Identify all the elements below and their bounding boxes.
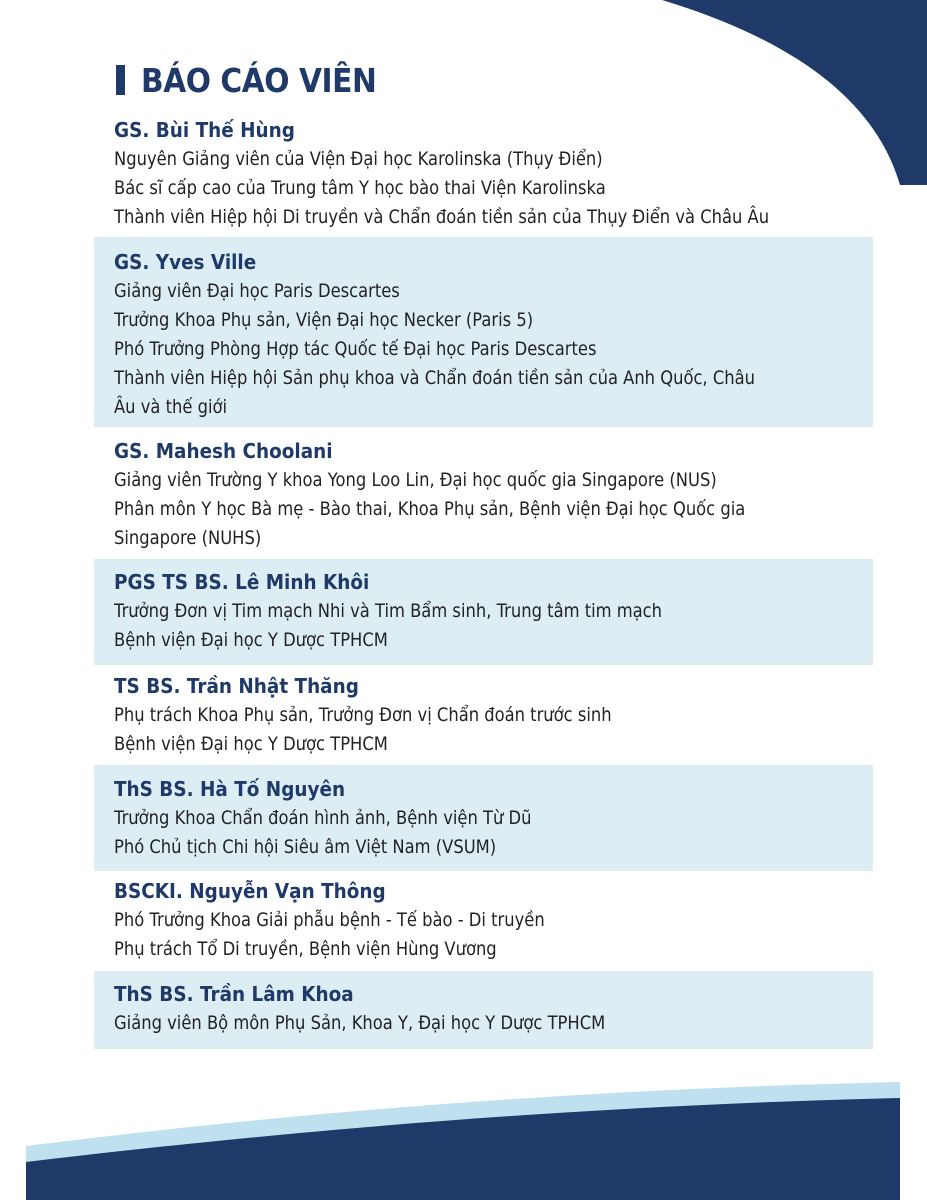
speaker-role: Nguyên Giảng viên của Viện Đại học Karolinska (Thụy Điển) [114,148,603,170]
speaker-block [94,877,873,969]
speaker-role: Thành viên Hiệp hội Di truyền và Chẩn đoán tiền sản của Thụy Điển và Châu Âu [114,206,770,228]
speaker-block [94,971,873,1049]
speaker-block [94,116,873,236]
speaker-role: Phó Trưởng Khoa Giải phẫu bệnh - Tế bào - Di truyền [114,909,545,931]
speaker-role: Giảng viên Trường Y khoa Yong Loo Lin, Đại học quốc gia Singapore (NUS) [114,469,717,491]
speaker-role: Phụ trách Khoa Phụ sản, Trưởng Đơn vị Chẩn đoán trước sinh [114,704,612,726]
speaker-block [94,559,873,665]
speaker-name: GS. Yves Ville [114,250,257,274]
speaker-block [94,765,873,871]
speaker-role: Phó Chủ tịch Chi hội Siêu âm Việt Nam (VSUM) [114,836,497,858]
heading-title: BÁO CÁO VIÊN [141,60,377,100]
speaker-role: Trưởng Khoa Chẩn đoán hình ảnh, Bệnh viện Từ Dũ [114,807,532,829]
speaker-name: GS. Mahesh Choolani [114,439,333,463]
heading-accent-bar [116,65,125,95]
speaker-role: Giảng viên Đại học Paris Descartes [114,280,400,302]
speaker-role: Thành viên Hiệp hội Sản phụ khoa và Chẩn đoán tiền sản của Anh Quốc, Châu [114,367,755,389]
speaker-role: Bác sĩ cấp cao của Trung tâm Y học bào thai Viện Karolinska [114,177,606,199]
speaker-role: Bệnh viện Đại học Y Dược TPHCM [114,629,388,651]
speaker-name: ThS BS. Hà Tố Nguyên [114,777,346,801]
speaker-block [94,672,873,762]
speaker-name: ThS BS. Trần Lâm Khoa [114,982,354,1006]
speaker-role: Âu và thế giới [114,396,228,418]
speaker-name: TS BS. Trần Nhật Thăng [114,674,359,698]
speaker-role: Bệnh viện Đại học Y Dược TPHCM [114,733,388,755]
section-heading [116,58,403,102]
speaker-role: Trưởng Đơn vị Tim mạch Nhi và Tim Bẩm sinh, Trung tâm tim mạch [114,600,663,622]
speaker-name: GS. Bùi Thế Hùng [114,118,295,142]
speaker-role: Phân môn Y học Bà mẹ - Bào thai, Khoa Phụ sản, Bệnh viện Đại học Quốc gia [114,498,746,520]
speaker-role: Phụ trách Tổ Di truyền, Bệnh viện Hùng Vương [114,938,497,960]
speaker-role: Trưởng Khoa Phụ sản, Viện Đại học Necker (Paris 5) [114,309,534,331]
speaker-role: Phó Trưởng Phòng Hợp tác Quốc tế Đại học Paris Descartes [114,338,597,360]
speaker-name: PGS TS BS. Lê Minh Khôi [114,570,370,594]
speaker-name: BSCKI. Nguyễn Vạn Thông [114,879,386,903]
speaker-role: Giảng viên Bộ môn Phụ Sản, Khoa Y, Đại học Y Dược TPHCM [114,1012,606,1034]
speaker-role: Singapore (NUHS) [114,527,262,549]
speaker-block [94,237,873,427]
speaker-block [94,437,873,557]
